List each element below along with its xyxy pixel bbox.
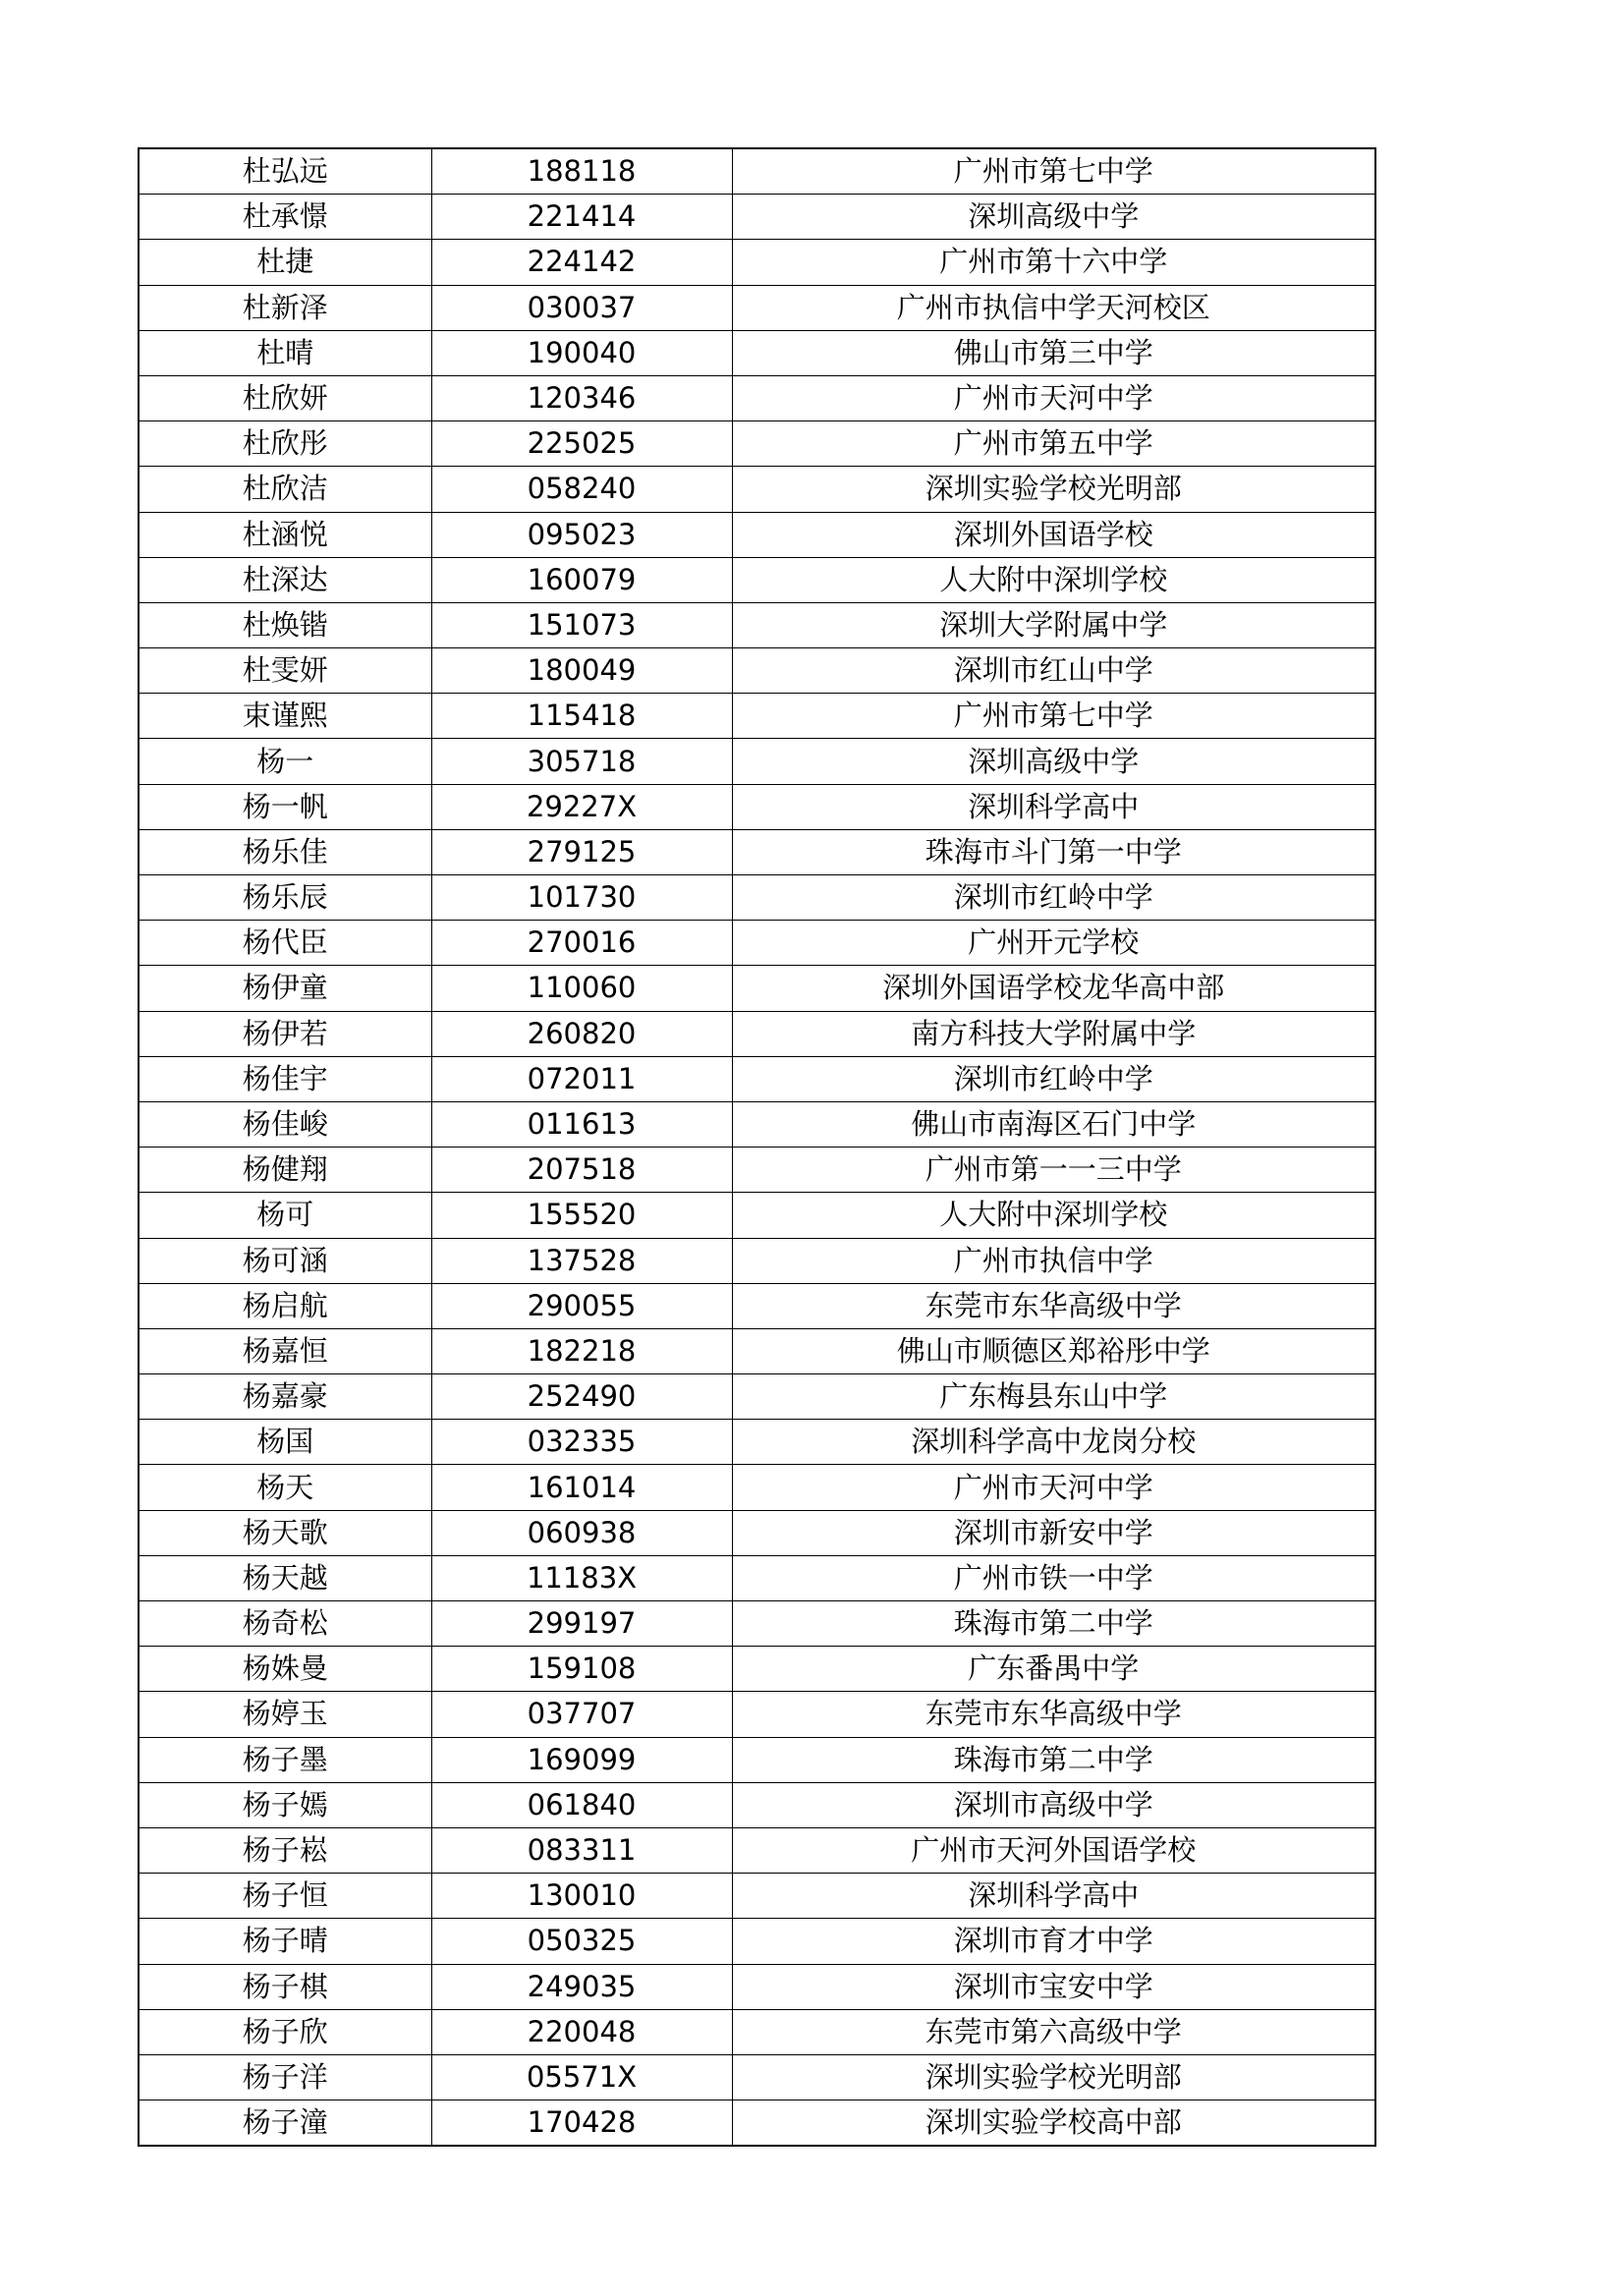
school-cell: 广州市执信中学天河校区 xyxy=(732,285,1375,330)
school-cell: 深圳市高级中学 xyxy=(732,1782,1375,1827)
table-row xyxy=(139,1555,1375,1600)
table-row xyxy=(139,784,1375,829)
table-row xyxy=(139,1647,1375,1692)
table-row xyxy=(139,1601,1375,1647)
school-cell: 深圳高级中学 xyxy=(732,195,1375,240)
student-id-cell: 011613 xyxy=(431,1101,732,1147)
student-name-cell: 杨子欣 xyxy=(139,2009,431,2054)
school-cell: 广东梅县东山中学 xyxy=(732,1374,1375,1420)
student-id-cell: 305718 xyxy=(431,739,732,784)
student-id-cell: 279125 xyxy=(431,829,732,874)
student-id-cell: 037707 xyxy=(431,1692,732,1737)
school-cell: 广州开元学校 xyxy=(732,921,1375,966)
student-name-cell: 杨乐辰 xyxy=(139,875,431,921)
student-name-cell: 杨嘉恒 xyxy=(139,1328,431,1373)
table-row xyxy=(139,602,1375,647)
table-row xyxy=(139,467,1375,512)
school-cell: 深圳科学高中 xyxy=(732,1874,1375,1919)
table-row xyxy=(139,557,1375,602)
table-row xyxy=(139,1238,1375,1283)
school-cell: 深圳大学附属中学 xyxy=(732,602,1375,647)
table-row xyxy=(139,1465,1375,1510)
table-row xyxy=(139,1874,1375,1919)
student-name-cell: 杨奇松 xyxy=(139,1601,431,1647)
table-row xyxy=(139,375,1375,420)
student-name-cell: 束谨熙 xyxy=(139,694,431,739)
student-name-cell: 杜晴 xyxy=(139,330,431,375)
table-row xyxy=(139,1782,1375,1827)
table-row xyxy=(139,648,1375,694)
table-row xyxy=(139,1056,1375,1101)
school-cell: 广州市执信中学 xyxy=(732,1238,1375,1283)
student-id-cell: 120346 xyxy=(431,375,732,420)
table-row xyxy=(139,1692,1375,1737)
student-name-cell: 杨代臣 xyxy=(139,921,431,966)
roster-table xyxy=(138,147,1376,2147)
school-cell: 深圳市红岭中学 xyxy=(732,875,1375,921)
student-name-cell: 杨婷玉 xyxy=(139,1692,431,1737)
student-id-cell: 159108 xyxy=(431,1647,732,1692)
table-row xyxy=(139,739,1375,784)
school-cell: 深圳市宝安中学 xyxy=(732,1964,1375,2009)
table-row xyxy=(139,1283,1375,1328)
table-row xyxy=(139,285,1375,330)
table-row xyxy=(139,829,1375,874)
table-row xyxy=(139,1420,1375,1465)
student-name-cell: 杨天 xyxy=(139,1465,431,1510)
student-id-cell: 170428 xyxy=(431,2100,732,2147)
table-row xyxy=(139,1328,1375,1373)
student-name-cell: 杨伊若 xyxy=(139,1011,431,1056)
table-row xyxy=(139,330,1375,375)
student-name-cell: 杨子棋 xyxy=(139,1964,431,2009)
student-name-cell: 杜雯妍 xyxy=(139,648,431,694)
student-name-cell: 杨嘉豪 xyxy=(139,1374,431,1420)
school-cell: 广州市第十六中学 xyxy=(732,240,1375,285)
student-id-cell: 137528 xyxy=(431,1238,732,1283)
student-name-cell: 杨国 xyxy=(139,1420,431,1465)
student-id-cell: 180049 xyxy=(431,648,732,694)
student-name-cell: 杜欣彤 xyxy=(139,421,431,467)
school-cell: 深圳市红山中学 xyxy=(732,648,1375,694)
student-id-cell: 151073 xyxy=(431,602,732,647)
student-id-cell: 220048 xyxy=(431,2009,732,2054)
student-id-cell: 160079 xyxy=(431,557,732,602)
school-cell: 广州市铁一中学 xyxy=(732,1555,1375,1600)
student-name-cell: 杨一帆 xyxy=(139,784,431,829)
student-name-cell: 杜欣妍 xyxy=(139,375,431,420)
table-row xyxy=(139,2009,1375,2054)
student-name-cell: 杨可涵 xyxy=(139,1238,431,1283)
student-id-cell: 260820 xyxy=(431,1011,732,1056)
table-row xyxy=(139,1148,1375,1193)
school-cell: 深圳市育才中学 xyxy=(732,1919,1375,1964)
table-row xyxy=(139,2054,1375,2100)
student-id-cell: 130010 xyxy=(431,1874,732,1919)
table-row xyxy=(139,1827,1375,1873)
roster-body xyxy=(139,148,1375,2146)
student-name-cell: 杨子恒 xyxy=(139,1874,431,1919)
student-id-cell: 030037 xyxy=(431,285,732,330)
student-id-cell: 225025 xyxy=(431,421,732,467)
student-name-cell: 杨佳峻 xyxy=(139,1101,431,1147)
student-name-cell: 杨可 xyxy=(139,1193,431,1238)
school-cell: 广州市第五中学 xyxy=(732,421,1375,467)
school-cell: 广州市天河外国语学校 xyxy=(732,1827,1375,1873)
student-name-cell: 杨健翔 xyxy=(139,1148,431,1193)
school-cell: 珠海市第二中学 xyxy=(732,1601,1375,1647)
student-name-cell: 杨子洋 xyxy=(139,2054,431,2100)
table-row xyxy=(139,1510,1375,1555)
student-name-cell: 杜欣洁 xyxy=(139,467,431,512)
student-name-cell: 杜弘远 xyxy=(139,148,431,195)
student-id-cell: 050325 xyxy=(431,1919,732,1964)
student-id-cell: 032335 xyxy=(431,1420,732,1465)
student-name-cell: 杨子墨 xyxy=(139,1737,431,1782)
student-id-cell: 072011 xyxy=(431,1056,732,1101)
student-id-cell: 207518 xyxy=(431,1148,732,1193)
school-cell: 人大附中深圳学校 xyxy=(732,1193,1375,1238)
student-name-cell: 杨姝曼 xyxy=(139,1647,431,1692)
school-cell: 深圳实验学校高中部 xyxy=(732,2100,1375,2147)
school-cell: 人大附中深圳学校 xyxy=(732,557,1375,602)
school-cell: 珠海市斗门第一中学 xyxy=(732,829,1375,874)
student-id-cell: 05571X xyxy=(431,2054,732,2100)
student-id-cell: 249035 xyxy=(431,1964,732,2009)
student-name-cell: 杨子崧 xyxy=(139,1827,431,1873)
school-cell: 东莞市第六高级中学 xyxy=(732,2009,1375,2054)
student-name-cell: 杜新泽 xyxy=(139,285,431,330)
table-row xyxy=(139,875,1375,921)
student-id-cell: 221414 xyxy=(431,195,732,240)
school-cell: 深圳高级中学 xyxy=(732,739,1375,784)
school-cell: 深圳市新安中学 xyxy=(732,1510,1375,1555)
school-cell: 东莞市东华高级中学 xyxy=(732,1692,1375,1737)
school-cell: 深圳实验学校光明部 xyxy=(732,2054,1375,2100)
school-cell: 广州市第一一三中学 xyxy=(732,1148,1375,1193)
table-row xyxy=(139,921,1375,966)
school-cell: 深圳科学高中龙岗分校 xyxy=(732,1420,1375,1465)
table-row xyxy=(139,694,1375,739)
student-name-cell: 杨伊童 xyxy=(139,966,431,1011)
student-id-cell: 095023 xyxy=(431,512,732,557)
student-id-cell: 115418 xyxy=(431,694,732,739)
student-id-cell: 169099 xyxy=(431,1737,732,1782)
table-row xyxy=(139,148,1375,195)
table-row xyxy=(139,195,1375,240)
student-id-cell: 11183X xyxy=(431,1555,732,1600)
table-row xyxy=(139,1919,1375,1964)
student-id-cell: 110060 xyxy=(431,966,732,1011)
student-id-cell: 290055 xyxy=(431,1283,732,1328)
student-id-cell: 252490 xyxy=(431,1374,732,1420)
student-id-cell: 161014 xyxy=(431,1465,732,1510)
school-cell: 深圳市红岭中学 xyxy=(732,1056,1375,1101)
school-cell: 深圳外国语学校 xyxy=(732,512,1375,557)
student-name-cell: 杨子潼 xyxy=(139,2100,431,2147)
school-cell: 深圳外国语学校龙华高中部 xyxy=(732,966,1375,1011)
student-name-cell: 杨启航 xyxy=(139,1283,431,1328)
student-name-cell: 杨天歌 xyxy=(139,1510,431,1555)
student-name-cell: 杨佳宇 xyxy=(139,1056,431,1101)
student-id-cell: 060938 xyxy=(431,1510,732,1555)
table-row xyxy=(139,512,1375,557)
school-cell: 佛山市南海区石门中学 xyxy=(732,1101,1375,1147)
school-cell: 广东番禺中学 xyxy=(732,1647,1375,1692)
student-id-cell: 155520 xyxy=(431,1193,732,1238)
student-id-cell: 188118 xyxy=(431,148,732,195)
student-name-cell: 杜涵悦 xyxy=(139,512,431,557)
table-row xyxy=(139,1964,1375,2009)
school-cell: 广州市第七中学 xyxy=(732,694,1375,739)
school-cell: 深圳实验学校光明部 xyxy=(732,467,1375,512)
student-id-cell: 224142 xyxy=(431,240,732,285)
student-name-cell: 杜深达 xyxy=(139,557,431,602)
student-name-cell: 杜承憬 xyxy=(139,195,431,240)
student-id-cell: 190040 xyxy=(431,330,732,375)
student-id-cell: 299197 xyxy=(431,1601,732,1647)
school-cell: 广州市天河中学 xyxy=(732,375,1375,420)
table-row xyxy=(139,1737,1375,1782)
table-row xyxy=(139,1011,1375,1056)
school-cell: 广州市第七中学 xyxy=(732,148,1375,195)
table-row xyxy=(139,240,1375,285)
student-id-cell: 058240 xyxy=(431,467,732,512)
student-id-cell: 101730 xyxy=(431,875,732,921)
student-id-cell: 29227X xyxy=(431,784,732,829)
school-cell: 佛山市顺德区郑裕彤中学 xyxy=(732,1328,1375,1373)
table-row xyxy=(139,1374,1375,1420)
student-name-cell: 杜捷 xyxy=(139,240,431,285)
school-cell: 南方科技大学附属中学 xyxy=(732,1011,1375,1056)
student-id-cell: 061840 xyxy=(431,1782,732,1827)
student-name-cell: 杨天越 xyxy=(139,1555,431,1600)
school-cell: 东莞市东华高级中学 xyxy=(732,1283,1375,1328)
school-cell: 佛山市第三中学 xyxy=(732,330,1375,375)
student-name-cell: 杨子嫣 xyxy=(139,1782,431,1827)
student-id-cell: 270016 xyxy=(431,921,732,966)
table-row xyxy=(139,421,1375,467)
student-name-cell: 杨子晴 xyxy=(139,1919,431,1964)
table-row xyxy=(139,1101,1375,1147)
school-cell: 广州市天河中学 xyxy=(732,1465,1375,1510)
student-id-cell: 182218 xyxy=(431,1328,732,1373)
table-row xyxy=(139,2100,1375,2147)
school-cell: 珠海市第二中学 xyxy=(732,1737,1375,1782)
student-name-cell: 杜焕锴 xyxy=(139,602,431,647)
table-row xyxy=(139,966,1375,1011)
table-row xyxy=(139,1193,1375,1238)
student-name-cell: 杨乐佳 xyxy=(139,829,431,874)
school-cell: 深圳科学高中 xyxy=(732,784,1375,829)
student-id-cell: 083311 xyxy=(431,1827,732,1873)
student-name-cell: 杨一 xyxy=(139,739,431,784)
